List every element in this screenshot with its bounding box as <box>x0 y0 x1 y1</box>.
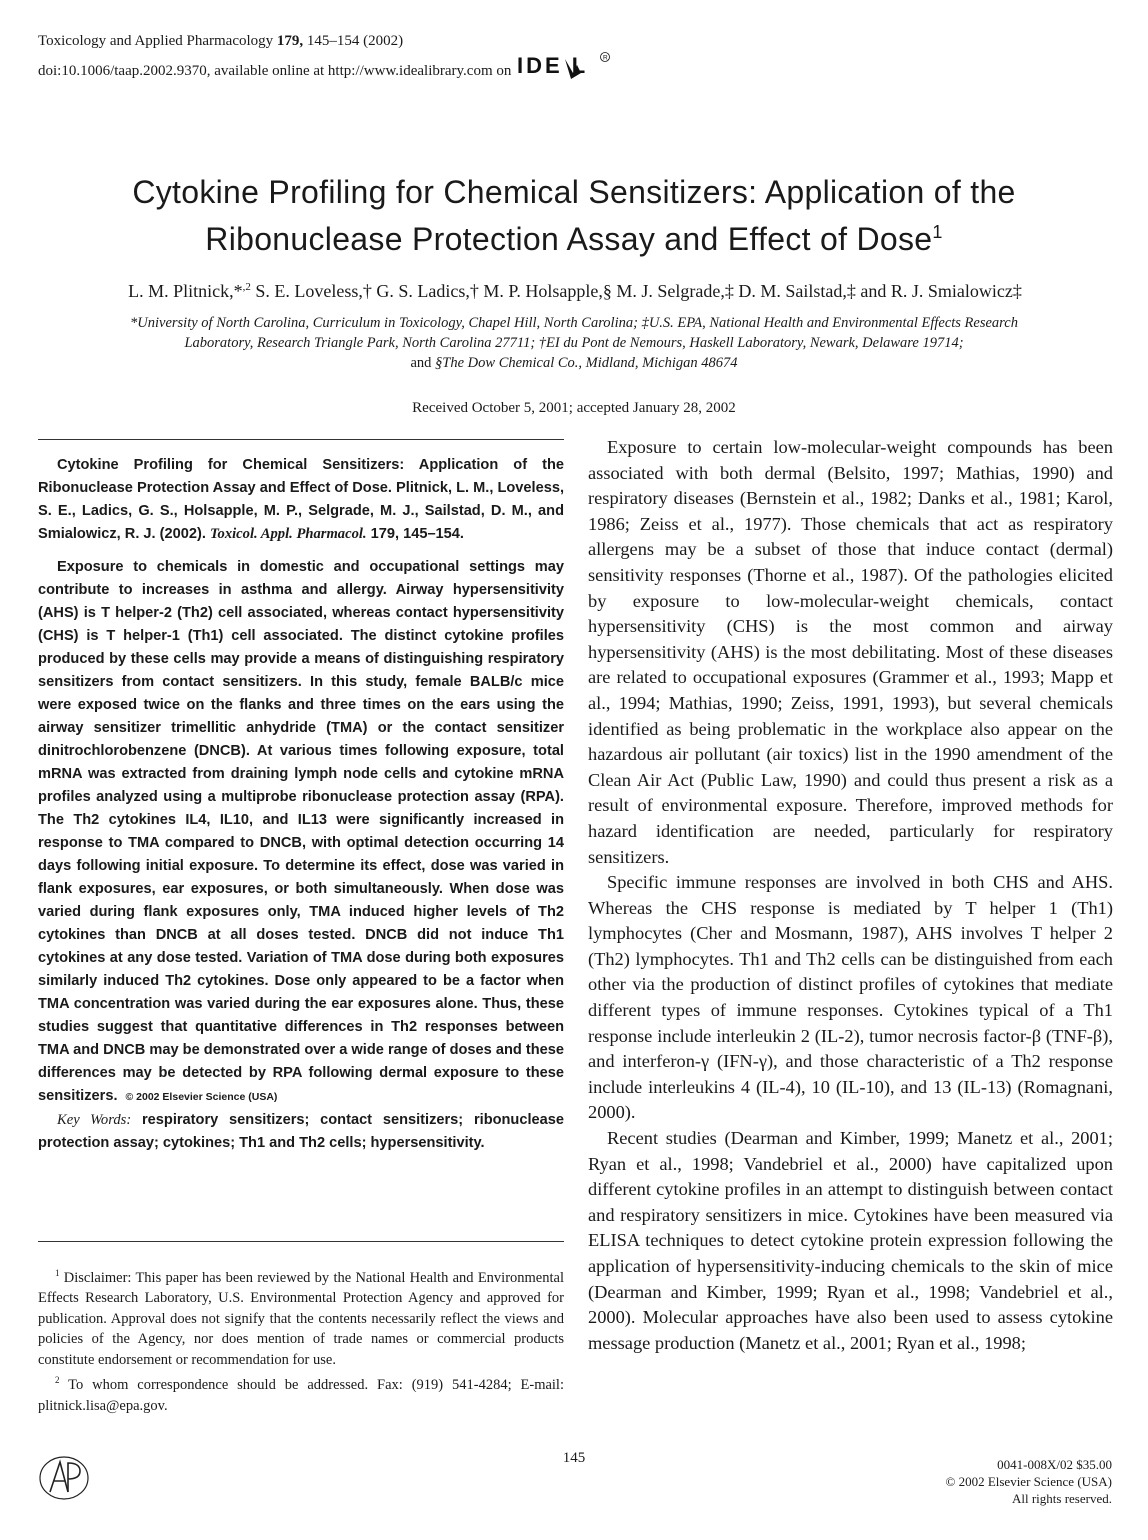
footnote-2-mark: 2 <box>55 1375 60 1386</box>
affiliation-line-3 <box>40 353 1108 373</box>
journal-volume: 179, <box>276 33 304 49</box>
affiliation-dow: §The Dow Chemical Co., Midland, Michigan 48674 <box>435 355 738 371</box>
doi-text: doi:10.1006/taap.2002.9370, available online at http://www.idealibrary.com on <box>38 63 512 79</box>
footnote-2-text: To whom correspondence should be addressed. Fax: (919) 541-4284; E-mail: plitnick.lisa@epa.gov. <box>38 1377 564 1414</box>
keywords <box>38 1109 564 1155</box>
journal-pages-year: 145–154 (2002) <box>303 33 404 49</box>
title-footnote-mark: 1 <box>932 222 943 242</box>
first-author: L. M. Plitnick,* <box>128 281 243 301</box>
journal-header <box>38 31 611 87</box>
abstract-bottom-rule <box>38 1241 564 1242</box>
page-number: 145 <box>562 1450 586 1466</box>
co-authors: S. E. Loveless,† G. S. Ladics,† M. P. Holsapple,§ M. J. Selgrade,‡ D. M. Sailstad,‡ and R. J. Smialowicz‡ <box>250 281 1022 301</box>
intro-paragraph-3: Recent studies (Dearman and Kimber, 1999; Manetz et al., 2001; Ryan et al., 1998; Vandebriel et al., 2000) have capitalized upon different cytokine profiles in an attempt to distinguish between contact and respiratory sensitizers in mice. Cytokines have been measured via ELISA techniques to detect cytokine protein expression following the application of hypersensitivity-inducing chemicals to the skin of mice (Dearman and Kimber, 1999; Ryan et al., 1998; Vandebriel et al., 2000). Molecular approaches have also been used to assess cytokine message production (Manetz et al., 2001; Ryan et al., 1998; <box>588 1128 1113 1353</box>
title-line-1: Cytokine Profiling for Chemical Sensitizers: Application of the <box>132 174 1016 210</box>
abstract-top-rule <box>38 439 564 440</box>
doi-line <box>38 51 611 87</box>
article-code: 0041-008X/02 $35.00 <box>997 1457 1112 1472</box>
footnote-1-text: Disclaimer: This paper has been reviewed by the National Health and Environmental Effects Research Laboratory, U.S. Environmental Protection Agency and approved for publication. Approval does not signify that the contents necessarily reflect the views and policies of the Agency, nor does mention of trade names or commercial products constitute endorsement or recommendation for use. <box>38 1269 564 1368</box>
affiliation-line-2: Laboratory, Research Triangle Park, North Carolina 27711; †EI du Pont de Nemours, Haskell Laboratory, Newark, Delaware 19714; <box>184 335 964 351</box>
academic-press-logo <box>38 1454 92 1507</box>
title-line-2 <box>60 212 1088 259</box>
ideal-logo <box>515 51 611 87</box>
abstract-body <box>38 556 564 1109</box>
svg-text:R: R <box>603 54 609 62</box>
abstract-citation-journal: Toxicol. Appl. Pharmacol. <box>209 526 367 542</box>
abstract-body-text: Exposure to chemicals in domestic and occupational settings may contribute to increases in asthma and allergy. Airway hypersensitivity (AHS) is T helper-2 (Th2) cell associated, whereas contact hypersensitivity (CHS) is T helper-1 (Th1) cell associated. The distinct cytokine profiles produced by these cells may provide a means of distinguishing respiratory sensitizers from contact sensitizers. In this study, female BALB/c mice were exposed twice on the flanks and three times on the ears using the airway sensitizer trimellitic anhydride (TMA) or the contact sensitizer dinitrochlorobenzene (DNCB). At various times following exposure, total mRNA was extracted from draining lymph node cells and cytokine mRNA profiles analyzed using a multiprobe ribonuclease protection assay (RPA). The Th2 cytokines IL4, IL10, and IL13 were significantly increased in response to TMA compared to DNCB, with optimal detection occurring 14 days following initial exposure. To determine its effect, dose was varied in flank exposures, ear exposures, or both simultaneously. When dose was varied during flank exposures only, TMA induced higher levels of Th2 cytokines than DNCB at all doses tested. DNCB did not induce Th1 cytokines at any dose tested. Variation of TMA dose during both exposures similarly induced Th2 cytokines. Dose only appeared to be a factor when TMA concentration was varied during the ear exposures alone. Thus, these studies suggest that quantitative differences in Th2 responses between TMA and DNCB may be demonstrated over a wide range of doses and these differences may be detected by RPA following dermal exposure to these sensitizers. <box>38 559 564 1104</box>
footnote-1 <box>38 1263 564 1370</box>
abstract <box>38 454 564 1155</box>
journal-name: Toxicology and Applied Pharmacology <box>38 33 277 49</box>
footnote-1-mark: 1 <box>55 1268 60 1278</box>
intro-paragraph-1: Exposure to certain low-molecular-weight compounds has been associated with both dermal (Belsito, 1997; Mathias, 1990) and respiratory diseases (Bernstein et al., 1982; Danks et al., 1981; Karol, 1986; Zeiss et al., 1977). Those chemicals that act as respiratory allergens may be a subset of those that induce contact (dermal) sensitivity responses (Thorne et al., 1987). Of the pathologies elicited by exposure to low-molecular-weight chemicals, contact hypersensitivity (CHS) is the most common and airway hypersensitivity (AHS) is the most debilitating. Most of these diseases are related to occupational exposures (Grammer et al., 1993; Mapp et al., 1994; Mathias, 1990; Zeiss, 1991, 1993), but several chemicals identified as being problematic in the workplace also appear on the hazardous air pollutant (air toxics) list in the 1990 amendment of the Clean Air Act (Public Law, 1990) and could thus present a risk as a result of environmental exposure. Therefore, improved methods for hazard identification are needed, particularly for respiratory sensitizers. <box>588 437 1113 867</box>
abstract-copyright: © 2002 Elsevier Science (USA) <box>125 1091 278 1103</box>
copyright-block <box>945 1456 1112 1507</box>
author-list <box>30 275 1120 303</box>
footnote-2 <box>38 1370 564 1416</box>
publisher-copyright: © 2002 Elsevier Science (USA) <box>945 1474 1112 1489</box>
footnotes <box>38 1263 564 1416</box>
abstract-citation <box>38 454 564 546</box>
abstract-citation-pages: 179, 145–154. <box>366 526 464 542</box>
affiliations <box>40 313 1108 373</box>
keywords-text: respiratory sensitizers; contact sensitizers; ribonuclease protection assay; cytokines; Th1 and Th2 cells; hypersensitivity. <box>38 1112 564 1151</box>
introduction-column <box>588 435 1113 1356</box>
ideal-logo-text: IDE L <box>517 53 589 78</box>
first-author-mark: ,2 <box>242 281 251 293</box>
abstract-citation-text: Cytokine Profiling for Chemical Sensitizers: Application of the Ribonuclease Protection Assay and Effect of Dose. Plitnick, L. M., Loveless, S. E., Ladics, G. S., Holsapple, M. P., Selgrade, M. J., Sailstad, D. M., and Smialowicz, R. J. (2002). <box>38 457 564 542</box>
affiliation-and: and <box>410 355 436 371</box>
article-title <box>60 172 1088 259</box>
journal-citation-line <box>38 31 611 51</box>
rights-reserved: All rights reserved. <box>1011 1491 1112 1506</box>
affiliation-line-1: *University of North Carolina, Curriculum in Toxicology, Chapel Hill, North Carolina; ‡U.S. EPA, National Health and Environmental Effects Research <box>130 315 1018 331</box>
title-line-2-text: Ribonuclease Protection Assay and Effect of Dose <box>205 221 933 257</box>
keywords-label: Key Words: <box>57 1112 132 1128</box>
intro-paragraph-2: Specific immune responses are involved in both CHS and AHS. Whereas the CHS response is mediated by T helper 1 (Th1) lymphocytes (Cher and Mosmann, 1987), AHS involves T helper 2 (Th2) lymphocytes. Th1 and Th2 cells can be distinguished from each other via the production of distinct profiles of cytokines that mediate different types of immune responses. Cytokines typical of a Th1 response include interleukin 2 (IL-2), tumor necrosis factor-β (TNF-β), and interferon-γ (IFN-γ), and those characteristic of a Th2 response include interleukins 4 (IL-4), 10 (IL-10), and 13 (IL-13) (Romagnani, 2000). <box>588 872 1113 1123</box>
received-dates: Received October 5, 2001; accepted January 28, 2002 <box>412 400 736 416</box>
